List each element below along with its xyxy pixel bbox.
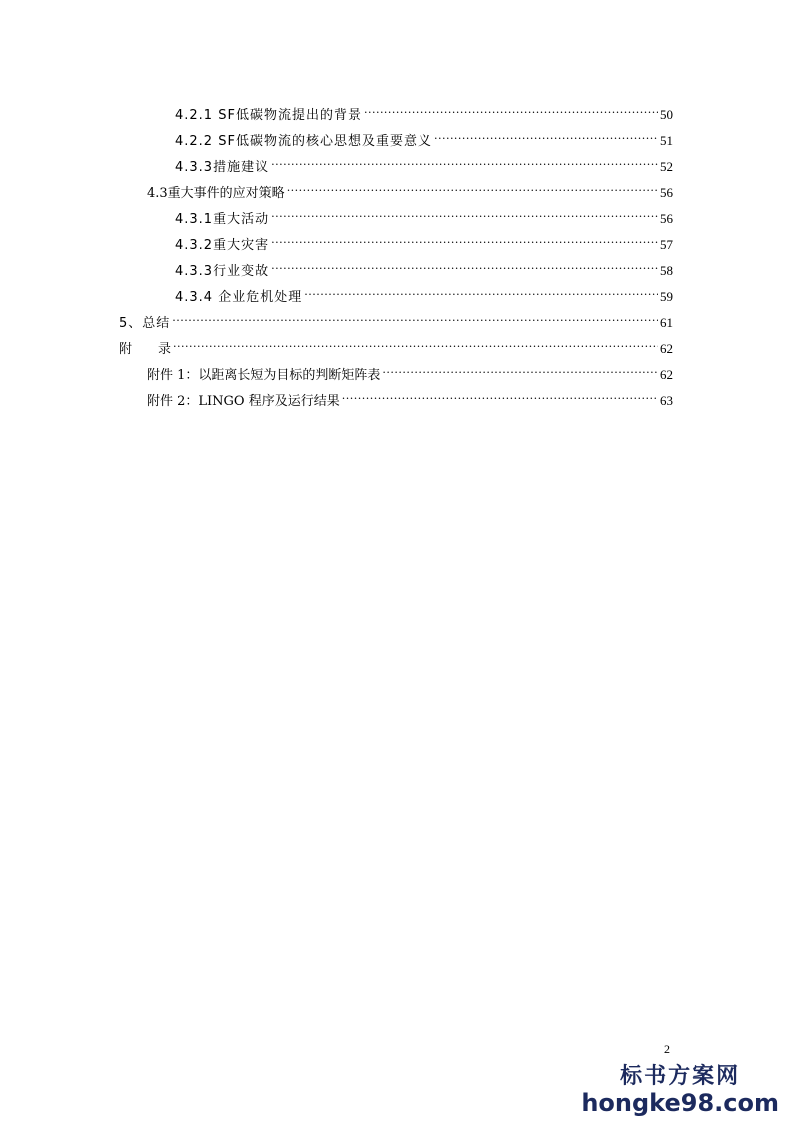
toc-entry-title: 附件 2：LINGO 程序及运行结果 (147, 394, 340, 409)
toc-entry[interactable] (175, 205, 673, 227)
toc-entry[interactable] (147, 387, 673, 409)
toc-entry-title: 4.3.3行业变故 (175, 264, 270, 279)
toc-dot-leader (271, 231, 658, 249)
toc-entry-title: 附件 1：以距离长短为目标的判断矩阵表 (147, 368, 381, 383)
toc-entry-title: 4.2.2 SF低碳物流的核心思想及重要意义 (175, 134, 432, 149)
toc-entry-title: 4.3.2重大灾害 (175, 238, 270, 253)
toc-entry-page: 63 (660, 393, 673, 408)
toc-dot-leader (304, 283, 658, 301)
toc-entry-page: 61 (660, 315, 673, 330)
toc-dot-leader (271, 205, 658, 223)
toc-dot-leader (364, 101, 658, 119)
toc-entry-title: 4.3.1重大活动 (175, 212, 270, 227)
toc-entry-title: 4.3.4 企业危机处理 (175, 290, 303, 305)
toc-dot-leader (271, 257, 658, 275)
toc-entry-title: 附 录 (119, 342, 172, 357)
toc-entry-page: 62 (660, 341, 673, 356)
toc-entry-page: 58 (660, 263, 673, 278)
watermark-logo (581, 1059, 779, 1116)
page-number: 2 (664, 1042, 670, 1056)
toc-dot-leader (173, 335, 658, 353)
toc-entry-page: 56 (660, 211, 673, 226)
toc-entry[interactable] (175, 153, 673, 175)
toc-dot-leader (342, 387, 658, 405)
toc-entry-page: 59 (660, 289, 673, 304)
toc-entry[interactable] (175, 231, 673, 253)
toc-entry[interactable] (119, 335, 673, 357)
toc-entry-page: 52 (660, 159, 673, 174)
toc-entry-title: 4.3重大事件的应对策略 (147, 186, 285, 201)
toc-dot-leader (172, 309, 658, 327)
toc-entry[interactable] (175, 257, 673, 279)
toc-entry-title: 5、总结 (119, 316, 171, 331)
toc-entry[interactable] (119, 309, 673, 331)
watermark-domain-text: hongke98.com (581, 1089, 779, 1117)
toc-dot-leader (287, 179, 658, 197)
toc-entry-title: 4.2.1 SF低碳物流提出的背景 (175, 108, 362, 123)
toc-dot-leader (271, 153, 658, 171)
watermark-chinese-text: 标书方案网 (620, 1063, 741, 1089)
toc-entry[interactable] (147, 361, 673, 383)
toc-entry[interactable] (175, 127, 673, 149)
toc-entry-title: 4.3.3措施建议 (175, 160, 270, 175)
toc-entry-page: 62 (660, 367, 673, 382)
toc-entry-page: 56 (660, 185, 673, 200)
toc-dot-leader (382, 361, 658, 379)
toc-entry[interactable] (175, 101, 673, 123)
toc-entry-page: 57 (660, 237, 673, 252)
toc-entry-page: 51 (660, 133, 673, 148)
toc-dot-leader (434, 127, 658, 145)
toc-entry-page: 50 (660, 107, 673, 122)
toc-entry[interactable] (147, 179, 673, 201)
toc-entry[interactable] (175, 283, 673, 305)
